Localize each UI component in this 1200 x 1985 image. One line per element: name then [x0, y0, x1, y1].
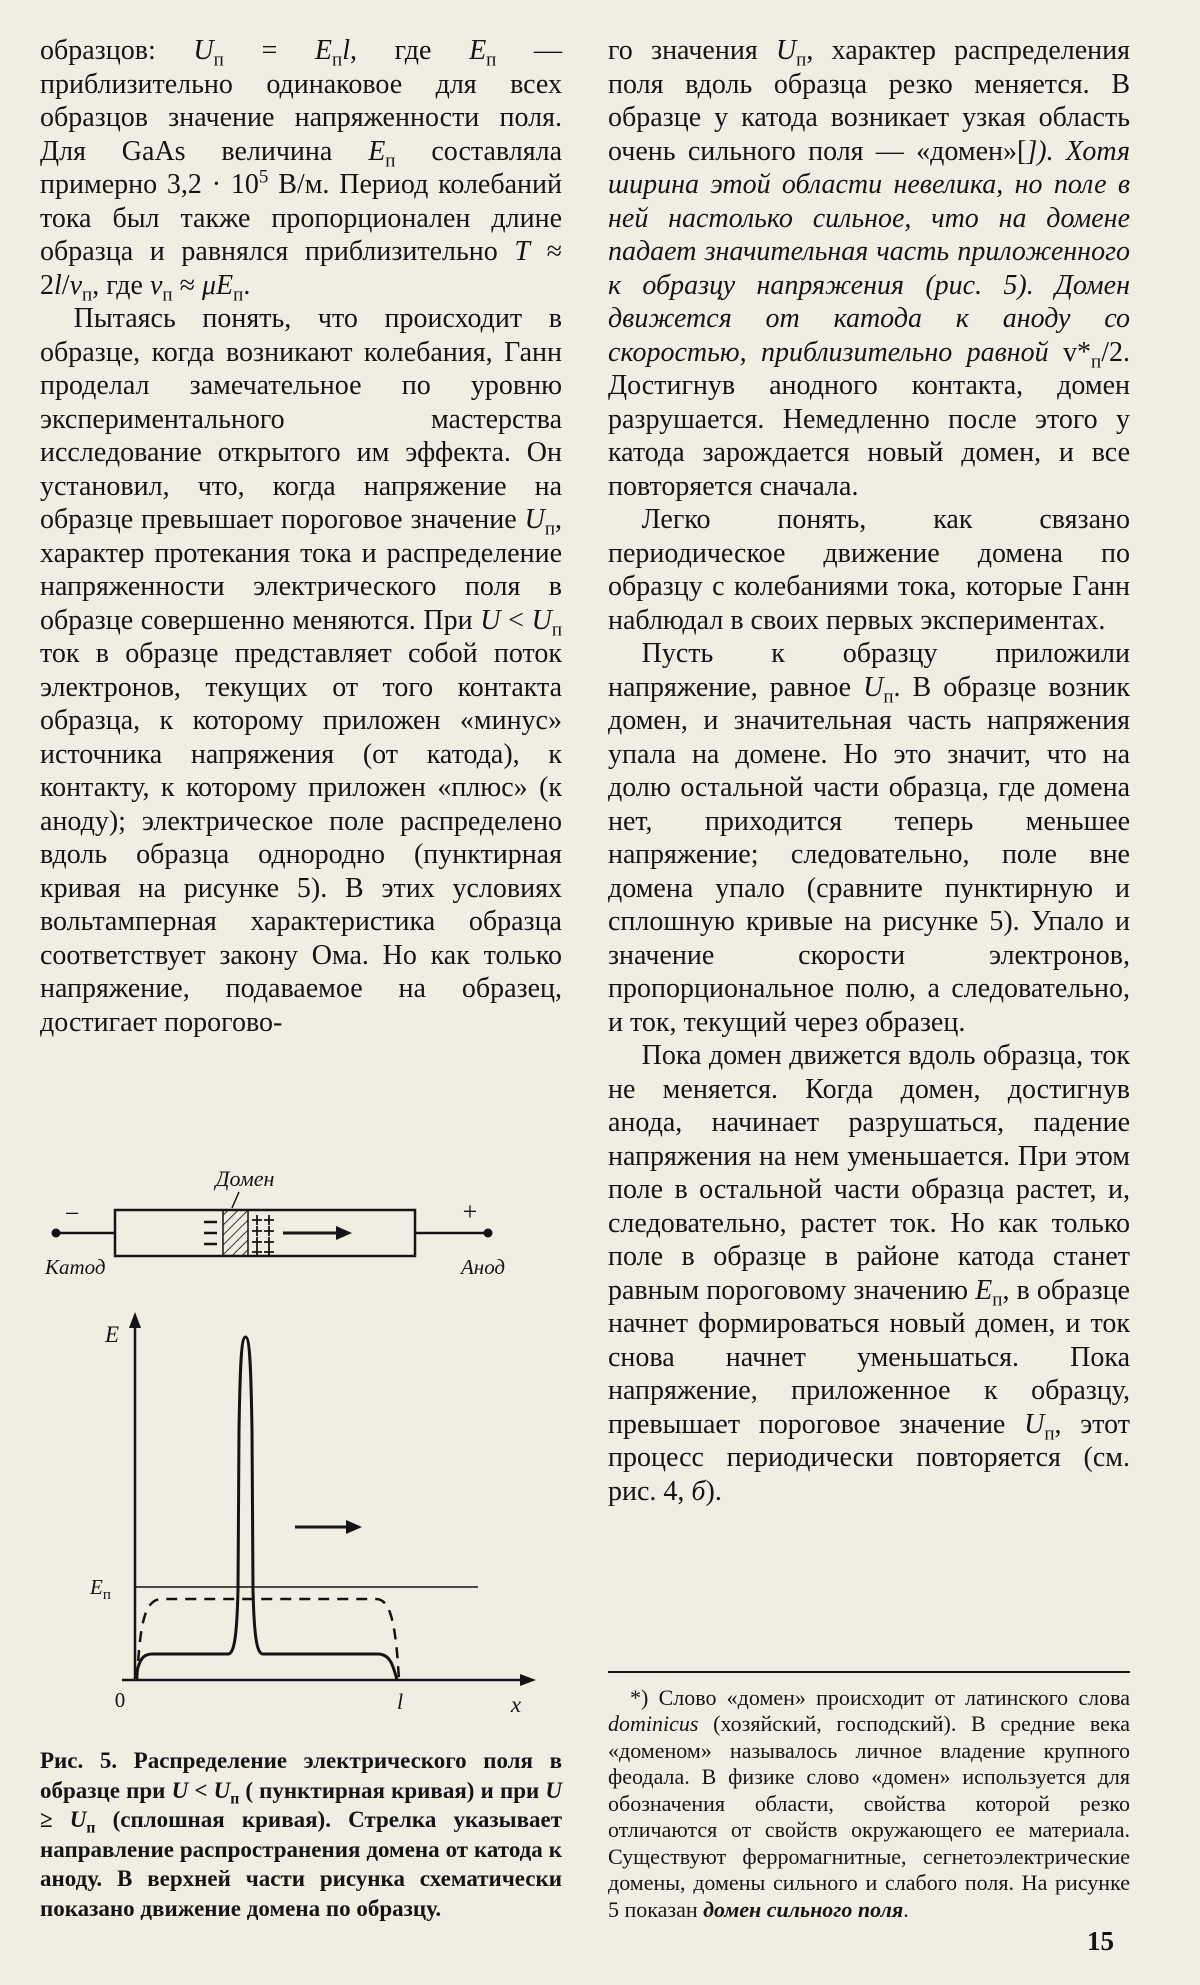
sample-schematic [44, 1170, 505, 1279]
domain-pointer-line [232, 1192, 239, 1208]
footnote-text [608, 1685, 1130, 1924]
cathode-contact-dot [52, 1229, 61, 1238]
paragraph: Пусть к образцу приложили напряжение, равное $U_п$. В образце возник домен, и значительная часть напряжения упала на домене. Но это значит, что на долю остальной части образца, где домена нет, приходится теперь меньшее напряжение; следовательно, поле вне домена упало (сравните пунктирную и сплошную кривые на рисунке 5). Упало и значение скорости электронов, пропорциональное полю, а следовательно, и ток, текущий через образец. [608, 638, 1131, 1038]
paragraph: Пытаясь понять, что происходит в образце, когда возникают колебания, Ганн проделал замечательное по уровню экспериментального мастерства исследование открытого им эффекта. Он установил, что, когда напряжение на образце превышает пороговое значение $U_п$, характер протекания тока и распределение напряженности электрического поля в образце совершенно меняются. При $U < U_п$ ток в образце представляет собой поток электронов, текущих от того контакта образца, к которому приложен «минус» источника напряжения (от катода), к контакту, к которому приложен «плюс» (к аноду); электрическое поле распределено вдоль образца однородно (пунктирная кривая на рисунке 5). В этих условиях вольтамперная характеристика образца соответствует закону Ома. Но как только напряжение, подаваемое на образец, достигает порогово- [40, 303, 562, 1038]
dashed-field-curve [137, 1599, 399, 1680]
origin-label: 0 [114, 1688, 126, 1712]
domain-label: Домен [215, 1170, 275, 1191]
figure-5-drawing [40, 1170, 560, 1730]
x-axis-label: x [510, 1692, 522, 1717]
paragraph: образцов: $U_п = E_пl$, где $E_п$ — приблизительно одинаковое для всех образцов значение напряженности поля. Для GaAs величина $E_п$ составляла примерно $3,2 \cdot 10^5$ В/м. Период колебаний тока был также пропорционален длине образца и равнялся приблизительно $T \approx 2l/v_п$, где $v_п \approx \mu E_п$. [40, 35, 563, 306]
negative-charges [204, 1222, 217, 1244]
plot-motion-arrow-head [346, 1520, 362, 1534]
footnote [608, 1671, 1130, 1924]
paragraph: го значения $U_п$, характер распределения поля вдоль образца резко меняется. В образце у катода возникает узкая область очень сильного поля — «домен»[]). Хотя ширина этой области невелика, но поле в ней настолько сильное, что на домене падает значительная часть приложенного к образцу напряжения (рис. 5). Домен движется от катода к аноду со скоростью, приблизительно равной $v*_п/2$. Достигнув анодного контакта, домен разрушается. Немедленно после этого у катода зарождается новый домен, и все повторяется сначала. [608, 35, 1130, 502]
solid-field-curve [135, 1337, 397, 1680]
domain-motion-arrow-head [336, 1226, 352, 1240]
domain-strip [223, 1210, 248, 1256]
cathode-label: Катод [45, 1255, 106, 1279]
footnote-marker: *) [630, 1684, 649, 1710]
paragraph: Пока домен движется вдоль образца, ток не меняется. Когда домен, достигнув анода, начинает разрушаться, падение напряжения на нем уменьшается. При этом поле в остальной части образца растет, и, следовательно, растет ток. Но как только поле в образце в районе катода станет равным пороговому значению $E_п$, в образце начнет формироваться новый домен, и ток снова начнет уменьшаться. Пока напряжение, приложенное к образцу, превышает пороговое значение $U_п$, этот процесс периодически повторяется (см. рис. 4, б). [608, 1040, 1130, 1507]
e-axis-label: E [104, 1322, 120, 1347]
page-content [40, 34, 1130, 1923]
left-column [40, 34, 562, 1923]
threshold-label: $E_п$ [90, 1575, 111, 1603]
plus-sign: + [462, 1197, 478, 1226]
minus-sign: − [64, 1199, 80, 1228]
y-axis-arrow-head [129, 1312, 141, 1328]
positive-charges [252, 1215, 274, 1257]
right-column [608, 34, 1130, 1923]
page-number: 15 [1087, 1926, 1114, 1956]
anode-label: Анод [460, 1255, 506, 1279]
anode-contact-dot [484, 1229, 493, 1238]
paragraph: Легко понять, как связано периодическое движение домена по образцу с колебаниями тока, которые Ганн наблюдал в своих первых экспериментах. [608, 504, 1130, 636]
figure-caption: Рис. 5. Распределение электрического поля в образце при $U < U_п$ ( пунктирная кривая) и при $U \ge U_п$ (сплошная кривая). Стрелка указывает направление распространения домена от катода к аноду. В верхней части рисунка схематически показано движение домена по образцу. [40, 1748, 563, 1921]
footnote-body: Слово «домен» происходит от латинского слова dominicus (хозяйский, господский). В средние века «доменом» называлось личное владение крупного феодала. В физике слово «домен» используется для обозначения области, свойства которой резко отличаются от свойств окружающего ее материала. Существуют ферромагнитные, сегнетоэлектрические домены, домены сильного и слабого поля. На рисунке 5 показан домен сильного поля. [608, 1684, 1131, 1922]
x-axis-arrow-head [520, 1674, 536, 1686]
length-label: l [396, 1689, 404, 1714]
sample-rectangle [115, 1210, 415, 1256]
figure-5 [40, 1144, 562, 1923]
field-plot [89, 1312, 536, 1717]
